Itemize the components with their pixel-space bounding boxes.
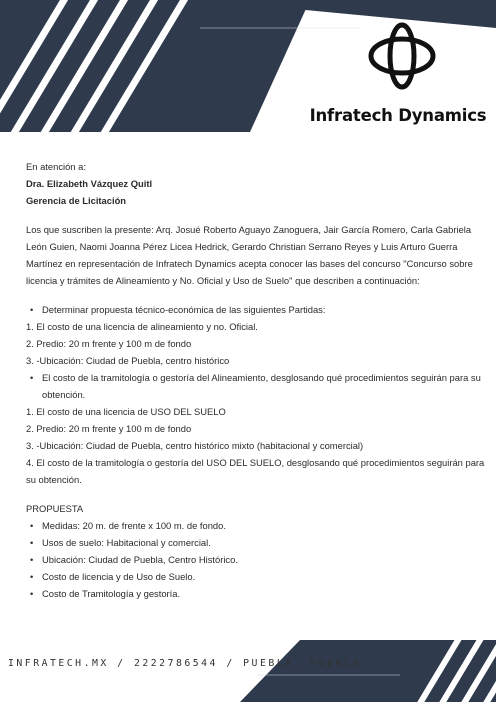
- recipient-title: Gerencia de Licitación: [26, 195, 127, 206]
- recipient-name: Dra. Elizabeth Vázquez Quitl: [26, 178, 153, 189]
- proposal-item: • Ubicación: Ciudad de Puebla, Centro Histórico.: [26, 551, 490, 568]
- intro-paragraph: Los que suscriben la presente: Arq. Josué Roberto Aguayo Zanoguera, Jair García Romero, Carla Gabriela León Guien, Naomi Joanna Pérez Licea Hedrick, Gerardo Christian Serrano Reyes y Luis Arturo Guerra Martínez en representación de Infratech Dynamics acepta conocer las bases del concurso "Concurso sobre licencia y trámites de Alineamiento y No. Oficial y Uso de Suelo" que describen a continuación:: [26, 224, 473, 286]
- part2-item-3: 3. -Ubicación: Ciudad de Puebla, centro histórico mixto (habitacional y comercial): [26, 440, 364, 451]
- proposal-item: • Usos de suelo: Habitacional y comercial.: [26, 534, 490, 551]
- company-name: Infratech Dynamics: [309, 106, 487, 125]
- part1-item-1: 1. El costo de una licencia de alineamiento y no. Oficial.: [26, 321, 258, 332]
- footer-contact: INFRATECH.MX / 2222786544 / PUEBLA, PUEBLA: [8, 658, 361, 669]
- part1-item-3: 3. -Ubicación: Ciudad de Puebla, centro histórico: [26, 355, 230, 366]
- proposal-item: • Costo de licencia y de Uso de Suelo.: [26, 568, 490, 585]
- proposal-item: • Costo de Tramitología y gestoría.: [26, 585, 490, 602]
- letter-body: [26, 158, 490, 602]
- orbit-logo-icon: [368, 22, 436, 90]
- part1-item-2: 2. Predio: 20 m frente y 100 m de fondo: [26, 338, 192, 349]
- attention-line: En atención a:: [26, 161, 86, 172]
- bullet-determine-proposal: • Determinar propuesta técnico-económica de las siguientes Partidas:: [26, 301, 490, 318]
- proposal-item: • Medidas: 20 m. de frente x 100 m. de fondo.: [26, 517, 490, 534]
- proposal-heading: PROPUESTA: [26, 503, 84, 514]
- part2-item-1: 1. El costo de una licencia de USO DEL SUELO: [26, 406, 226, 417]
- part2-item-2: 2. Predio: 20 m frente y 100 m de fondo: [26, 423, 192, 434]
- part2-item-4: 4. El costo de la tramitología o gestoría del USO DEL SUELO, desglosando qué procedimientos seguirán para su obtención.: [26, 457, 485, 485]
- bullet-alignment-procedure: • El costo de la tramitología o gestoría del Alineamiento, desglosando qué procedimientos seguirán para su obtención.: [26, 369, 490, 403]
